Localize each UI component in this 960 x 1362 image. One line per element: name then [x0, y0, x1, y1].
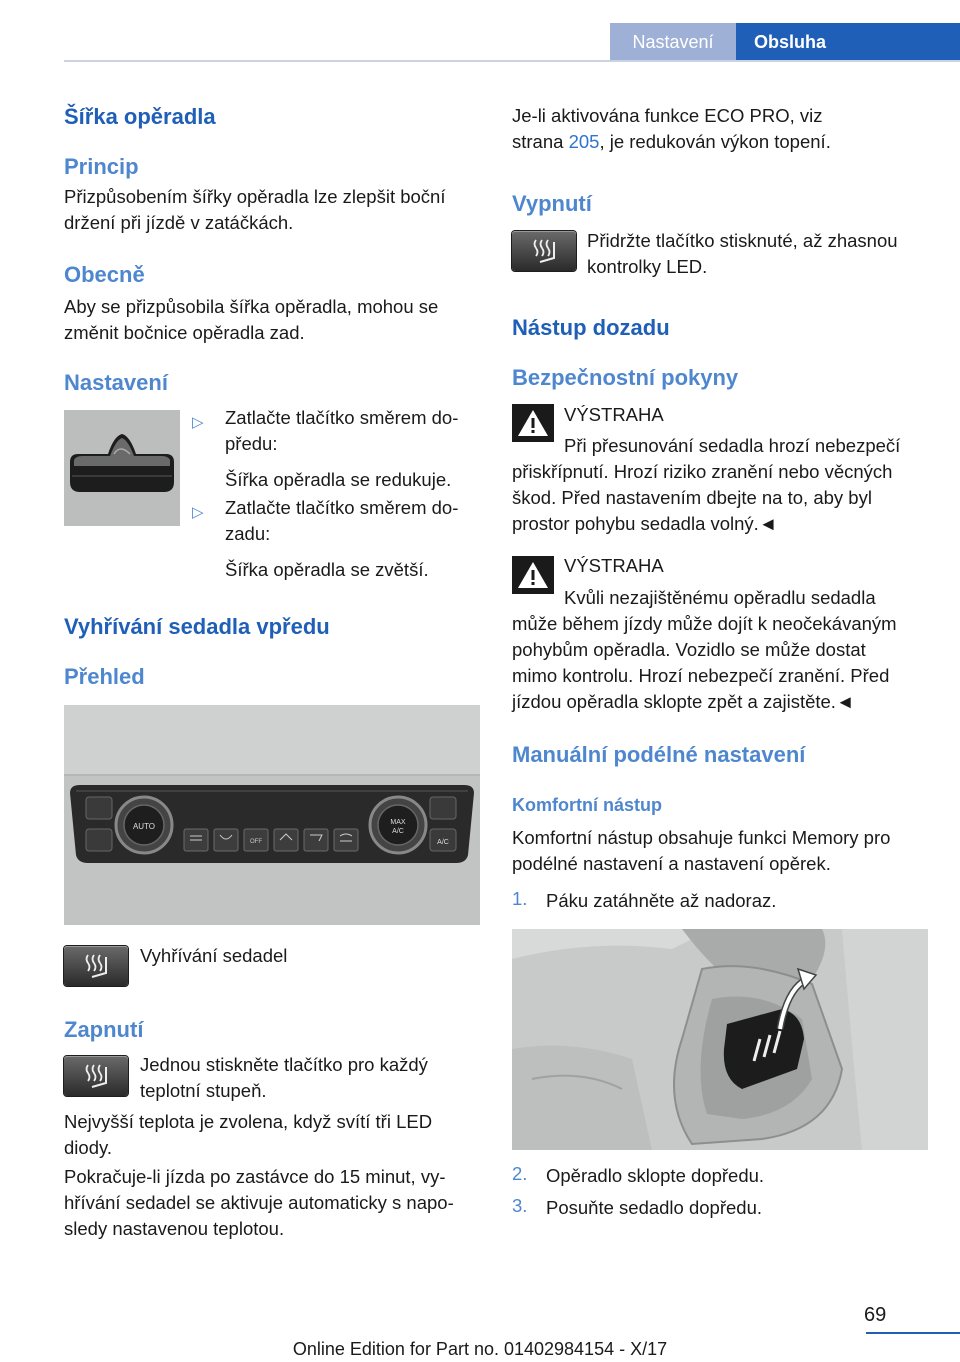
paragraph-comfort-entry: Komfortní nástup obsahuje funkci Memory pro podélné nastavení a nastavení opěrek. [512, 827, 891, 874]
panel-auto-label: AUTO [132, 822, 156, 831]
header-rule [64, 60, 960, 62]
step-1-number: 1. [512, 888, 528, 909]
warning-2-title: VÝSTRAHA [564, 555, 664, 576]
warning-1-body: přiskřípnutí. Hrozí riziko zranění nebo věcných škod. Před nastavením dbejte na to, aby byl prostor pohybu sedadla volný.◄ [512, 461, 893, 534]
header-tab-chapter: Obsluha [736, 23, 960, 62]
paragraph-vypnuti: Přidržte tlačítko stisknuté, až zhasnou kontrolky LED. [587, 230, 898, 277]
step-3-text: Posuňte sedadlo dopředu. [546, 1197, 763, 1218]
panel-max-ac-label: A/C [392, 828, 404, 835]
edition-footer: Online Edition for Part no. 01402984154 - X/17 [292, 1339, 668, 1359]
section-title-rear-entry: Nástup dozadu [512, 315, 670, 340]
paragraph-zapnuti-led: Nejvyšší teplota je zvolena, když svítí tři LED diody. [64, 1111, 433, 1158]
bullet-triangle-1: ▷ [192, 414, 204, 431]
warning-1-line-1: Při přesunování sedadla hrozí nebezpečí [564, 435, 901, 456]
footer-rule [866, 1332, 960, 1334]
page-link-205[interactable]: 205 [568, 131, 600, 152]
bullet-triangle-2: ▷ [192, 504, 204, 521]
seat-heating-icon [74, 1061, 118, 1091]
subheading-manual-adjust: Manuální podélné nastavení [512, 742, 806, 767]
seat-heating-icon [522, 236, 566, 266]
subheading-vypnuti: Vypnutí [512, 191, 592, 216]
step-1-text: Páku zatáhněte až nadoraz. [546, 890, 777, 911]
paragraph-zapnuti-auto: Pokračuje-li jízda po zastávce do 15 minut, vy- hřívání sedadel se aktivuje automaticky s napo- sledy nastavenou teplotou. [64, 1166, 454, 1239]
warning-2-body: může během jízdy může dojít k neočekávaným pohybům opěradla. Vozidlo se může dostat mimo kontrolu. Hrozí nebezpečí zranění. Před jízdou opěradla sklopte zpět a zajistěte.◄ [512, 613, 897, 712]
step-3-number: 3. [512, 1195, 528, 1216]
section-title-seat-heating: Vyhřívání sedadla vpředu [64, 614, 330, 639]
paragraph-princip: Přizpůsobením šířky opěradla lze zlepšit boční držení při jízdě v zatáčkách. [64, 186, 446, 233]
climate-panel-image [64, 705, 480, 925]
seat-heating-button-on [64, 1056, 128, 1096]
page-number: 69 [864, 1304, 887, 1326]
seat-lever-image [512, 929, 928, 1150]
warning-triangle-icon [512, 404, 554, 442]
seat-heating-label: Vyhřívání sedadel [140, 945, 288, 966]
subheading-zapnuti: Zapnutí [64, 1017, 144, 1042]
subheading-obecne: Obecně [64, 262, 145, 287]
panel-off-label: OFF [250, 839, 262, 845]
paragraph-eco-pro: Je-li aktivována funkce ECO PRO, viz strana 205, je redukován výkon topení. [512, 105, 831, 152]
subheading-comfort-entry: Komfortní nástup [512, 795, 662, 815]
seat-heating-button-off [512, 231, 576, 271]
bullet-1-text: Zatlačte tlačítko směrem do- předu: Šířka opěradla se redukuje. [225, 407, 459, 490]
subheading-prehled: Přehled [64, 664, 145, 689]
panel-ac-button-label: A/C [437, 839, 449, 846]
step-2-number: 2. [512, 1163, 528, 1184]
header-tab-section: Nastavení [610, 23, 736, 62]
step-2-text: Opěradlo sklopte dopředu. [546, 1165, 765, 1186]
panel-max-label: MAX [390, 819, 406, 826]
seat-heating-icon [74, 951, 118, 981]
seat-heating-button-overview [64, 946, 128, 986]
subheading-princip: Princip [64, 154, 139, 179]
section-title-backrest-width: Šířka opěradla [64, 104, 216, 129]
paragraph-obecne: Aby se přizpůsobila šířka opěradla, mohou se změnit bočnice opěradla zad. [64, 296, 439, 343]
bullet-2-text: Zatlačte tlačítko směrem do- zadu: Šířka opěradla se zvětší. [225, 497, 459, 580]
paragraph-zapnuti-icon: Jednou stiskněte tlačítko pro každý teplotní stupeň. [140, 1054, 428, 1101]
subheading-safety: Bezpečnostní pokyny [512, 365, 739, 390]
warning-1-title: VÝSTRAHA [564, 404, 664, 425]
warning-triangle-icon [512, 556, 554, 594]
backrest-switch-image [64, 410, 180, 526]
warning-2-line-1: Kvůli nezajištěnému opěradlu sedadla [564, 587, 876, 608]
subheading-nastaveni: Nastavení [64, 370, 168, 395]
